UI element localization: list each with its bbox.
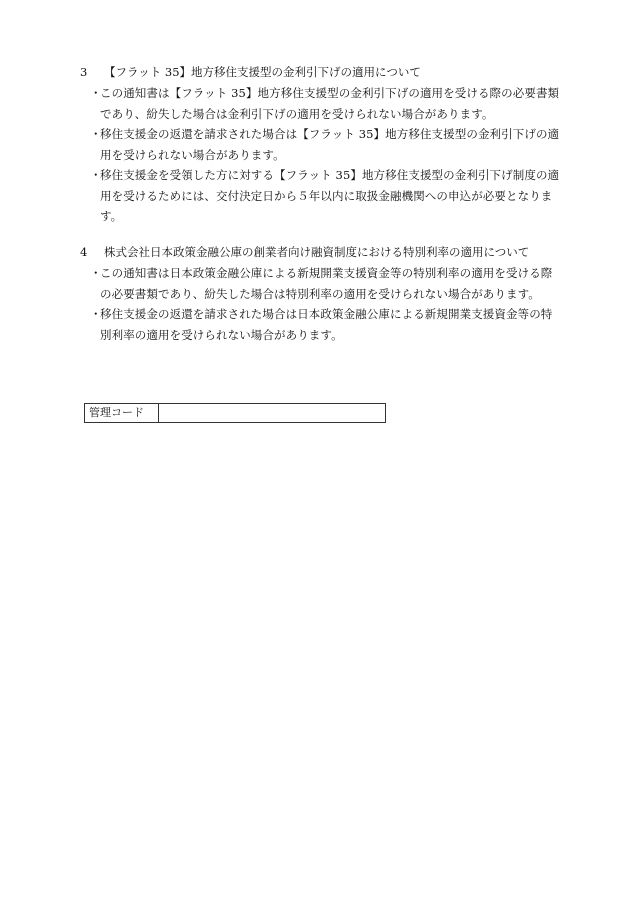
bullet-list (80, 83, 560, 227)
section-title: 株式会社日本政策金融公庫の創業者向け融資制度における特別利率の適用について (104, 245, 530, 259)
management-code-label: 管理コード (85, 404, 159, 422)
section-heading (80, 62, 560, 83)
bullet-mark: ・ (90, 127, 102, 141)
bullet-text: 移住支援金の返還を請求された場合は【フラット 35】地方移住支援型の金利引下げの適用を受けられない場合があります。 (100, 127, 560, 162)
bullet-item (80, 304, 560, 345)
bullet-mark: ・ (90, 168, 102, 182)
section-3 (80, 62, 560, 227)
bullet-item (80, 83, 560, 124)
section-heading (80, 242, 560, 263)
management-code-box (84, 403, 386, 423)
bullet-text: この通知書は日本政策金融公庫による新規開業支援資金等の特別利率の適用を受ける際の必要書類であり、紛失した場合は特別利率の適用を受けられない場合があります。 (100, 266, 553, 301)
bullet-item (80, 124, 560, 165)
bullet-item (80, 263, 560, 304)
bullet-mark: ・ (90, 86, 102, 100)
section-4 (80, 242, 560, 345)
management-code-field[interactable] (159, 404, 385, 422)
bullet-mark: ・ (90, 266, 102, 280)
bullet-item (80, 165, 560, 227)
section-number: 4 (80, 245, 88, 259)
bullet-text: 移住支援金の返還を請求された場合は日本政策金融公庫による新規開業支援資金等の特別利率の適用を受けられない場合があります。 (100, 307, 553, 342)
bullet-list (80, 263, 560, 345)
section-number: 3 (80, 65, 88, 79)
bullet-text: 移住支援金を受領した方に対する【フラット 35】地方移住支援型の金利引下げ制度の適用を受けるためには、交付決定日から５年以内に取扱金融機関への申込が必要となります。 (100, 168, 560, 223)
bullet-text: この通知書は【フラット 35】地方移住支援型の金利引下げの適用を受ける際の必要書類であり、紛失した場合は金利引下げの適用を受けられない場合があります。 (100, 86, 560, 121)
bullet-mark: ・ (90, 307, 102, 321)
section-title: 【フラット 35】地方移住支援型の金利引下げの適用について (104, 65, 421, 79)
